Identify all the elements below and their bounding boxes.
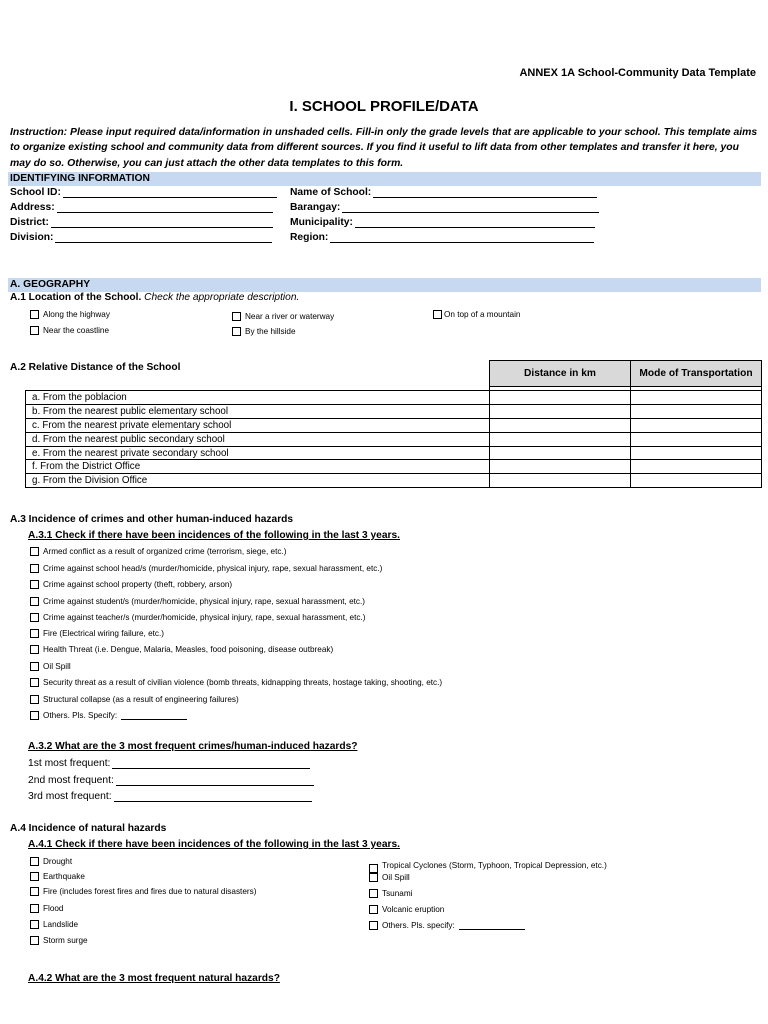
table-row: b. From the nearest public elementary school — [26, 404, 762, 418]
checkbox[interactable] — [30, 936, 39, 945]
address-field[interactable]: Address: — [10, 202, 273, 213]
checkbox[interactable] — [433, 310, 442, 319]
checkbox[interactable] — [30, 662, 39, 671]
checkbox[interactable] — [30, 711, 39, 720]
a3-label: A.3 Incidence of crimes and other human-induced hazards — [10, 514, 294, 525]
transport-cell[interactable] — [631, 391, 762, 405]
table-row: a. From the poblacion — [26, 391, 762, 405]
checkbox[interactable] — [30, 326, 39, 335]
checkbox[interactable] — [30, 564, 39, 573]
checkbox[interactable] — [369, 889, 378, 898]
checkbox[interactable] — [30, 629, 39, 638]
table-row: f. From the District Office — [26, 460, 762, 474]
checkbox[interactable] — [232, 327, 241, 336]
others-input-line[interactable] — [121, 711, 187, 720]
distance-cell[interactable] — [490, 432, 631, 446]
checkbox[interactable] — [30, 904, 39, 913]
checkbox[interactable] — [369, 921, 378, 930]
natural-option[interactable]: Earthquake — [30, 872, 85, 881]
distance-cell[interactable] — [490, 474, 631, 488]
a32-label: A.3.2 What are the 3 most frequent crimes/human-induced hazards? — [28, 741, 358, 752]
location-option-mountain[interactable]: On top of a mountain — [433, 310, 520, 319]
distance-cell[interactable] — [490, 418, 631, 432]
natural-option[interactable]: Drought — [30, 857, 72, 866]
municipality-field[interactable]: Municipality: — [290, 217, 595, 228]
checkbox[interactable] — [30, 613, 39, 622]
a2-label: A.2 Relative Distance of the School — [10, 362, 181, 373]
location-option-highway[interactable]: Along the highway — [30, 310, 110, 319]
distance-table — [25, 360, 762, 488]
checkbox[interactable] — [30, 310, 39, 319]
crime-option[interactable]: Structural collapse (as a result of engineering failures) — [30, 695, 239, 704]
transport-cell[interactable] — [631, 460, 762, 474]
crime-option[interactable]: Crime against student/s (murder/homicide, physical injury, rape, sexual harassment, etc.) — [30, 597, 365, 606]
crime-option[interactable]: Security threat as a result of civilian violence (bomb threats, kidnapping threats, hostage taking, shooting, etc.) — [30, 678, 442, 687]
crime-option[interactable]: Oil Spill — [30, 662, 71, 671]
location-option-hillside[interactable]: By the hillside — [232, 327, 296, 336]
checkbox[interactable] — [369, 905, 378, 914]
a1-label: A.1 Location of the School. Check the appropriate description. — [10, 292, 300, 303]
distance-cell[interactable] — [490, 404, 631, 418]
checkbox[interactable] — [30, 887, 39, 896]
distance-cell[interactable] — [490, 391, 631, 405]
natural-option-others[interactable]: Others. Pls. specify: — [369, 921, 525, 930]
crime-option[interactable]: Crime against teacher/s (murder/homicide, physical injury, rape, sexual harassment, etc.) — [30, 613, 365, 622]
checkbox[interactable] — [30, 872, 39, 881]
natural-option[interactable]: Oil Spill — [369, 873, 410, 882]
checkbox[interactable] — [30, 547, 39, 556]
checkbox[interactable] — [30, 597, 39, 606]
distance-cell[interactable] — [490, 460, 631, 474]
checkbox[interactable] — [30, 920, 39, 929]
natural-option[interactable]: Volcanic eruption — [369, 905, 444, 914]
crime-frequent-1[interactable]: 1st most frequent: — [28, 758, 310, 769]
table-row: e. From the nearest private secondary school — [26, 446, 762, 460]
checkbox[interactable] — [30, 580, 39, 589]
checkbox[interactable] — [30, 857, 39, 866]
distance-header: Distance in km — [490, 361, 631, 387]
annex-label: ANNEX 1A School-Community Data Template — [519, 67, 756, 79]
identifying-header: IDENTIFYING INFORMATION — [8, 172, 761, 186]
school-name-field[interactable]: Name of School: — [290, 187, 597, 198]
page-title: I. SCHOOL PROFILE/DATA — [289, 98, 479, 115]
checkbox[interactable] — [30, 695, 39, 704]
school-id-field[interactable]: School ID: — [10, 187, 277, 198]
a42-label: A.4.2 What are the 3 most frequent natural hazards? — [28, 973, 280, 984]
natural-option[interactable]: Flood — [30, 904, 63, 913]
transport-cell[interactable] — [631, 446, 762, 460]
crime-option[interactable]: Crime against school property (theft, robbery, arson) — [30, 580, 232, 589]
geography-header: A. GEOGRAPHY — [8, 278, 761, 292]
checkbox[interactable] — [30, 678, 39, 687]
transport-cell[interactable] — [631, 418, 762, 432]
others-input-line[interactable] — [459, 921, 525, 930]
crime-option-others[interactable]: Others. Pls. Specify: — [30, 711, 187, 720]
natural-option[interactable]: Tsunami — [369, 889, 413, 898]
a31-label: A.3.1 Check if there have been incidences of the following in the last 3 years. — [28, 530, 400, 541]
division-field[interactable]: Division: — [10, 232, 272, 243]
table-row: c. From the nearest private elementary school — [26, 418, 762, 432]
a41-label: A.4.1 Check if there have been incidences of the following in the last 3 years. — [28, 839, 400, 850]
transport-cell[interactable] — [631, 404, 762, 418]
checkbox[interactable] — [232, 312, 241, 321]
transport-header: Mode of Transportation — [631, 361, 762, 387]
transport-cell[interactable] — [631, 474, 762, 488]
checkbox[interactable] — [369, 873, 378, 882]
crime-option[interactable]: Crime against school head/s (murder/homicide, physical injury, rape, sexual harassment, etc.) — [30, 564, 382, 573]
natural-option[interactable]: Fire (includes forest fires and fires due to natural disasters) — [30, 887, 256, 896]
crime-frequent-3[interactable]: 3rd most frequent: — [28, 791, 312, 802]
instruction-text: Instruction: Please input required data/information in unshaded cells. Fill-in only the grade levels that are applicable to your school. This template aims to organize existing school and community data from different sources. If you find it useful to lift data from other templates and transfer it here, you may do so. Otherwise, you can just attach the other data templates to this form. — [10, 127, 758, 169]
natural-option[interactable]: Storm surge — [30, 936, 88, 945]
crime-option[interactable]: Armed conflict as a result of organized crime (terrorism, siege, etc.) — [30, 547, 286, 556]
region-field[interactable]: Region: — [290, 232, 594, 243]
table-row: d. From the nearest public secondary school — [26, 432, 762, 446]
transport-cell[interactable] — [631, 432, 762, 446]
table-row: g. From the Division Office — [26, 474, 762, 488]
natural-option[interactable]: Tropical Cyclones (Storm, Typhoon, Tropical Depression, etc.) — [369, 857, 607, 873]
location-option-coastline[interactable]: Near the coastline — [30, 326, 109, 335]
crime-option[interactable]: Fire (Electrical wiring failure, etc.) — [30, 629, 164, 638]
district-field[interactable]: District: — [10, 217, 273, 228]
location-option-river[interactable]: Near a river or waterway — [232, 312, 334, 321]
crime-frequent-2[interactable]: 2nd most frequent: — [28, 775, 314, 786]
checkbox[interactable] — [30, 645, 39, 654]
checkbox[interactable] — [369, 864, 378, 873]
a4-label: A.4 Incidence of natural hazards — [10, 823, 167, 834]
barangay-field[interactable]: Barangay: — [290, 202, 599, 213]
distance-cell[interactable] — [490, 446, 631, 460]
crime-option[interactable]: Health Threat (i.e. Dengue, Malaria, Measles, food poisoning, disease outbreak) — [30, 645, 333, 654]
natural-option[interactable]: Landslide — [30, 920, 78, 929]
